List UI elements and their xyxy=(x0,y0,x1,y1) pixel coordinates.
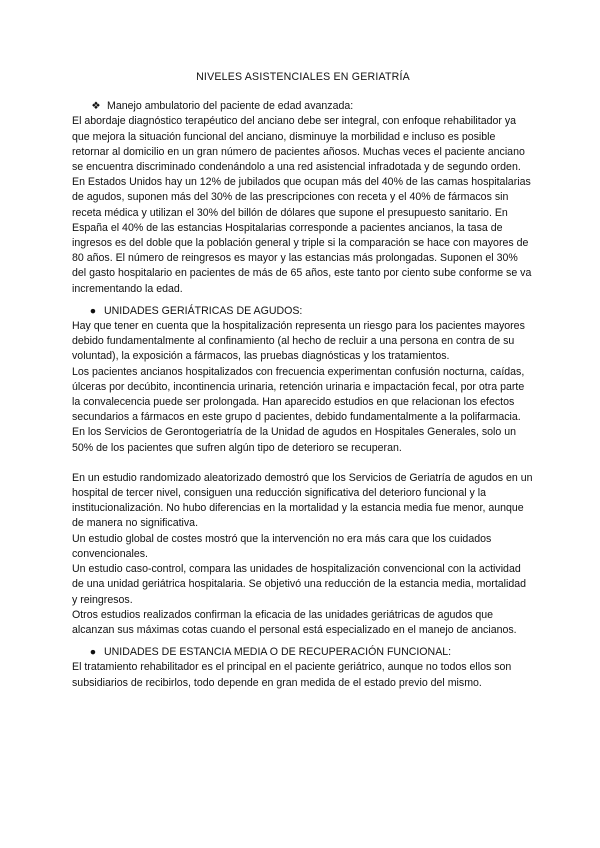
paragraph: Hay que tener en cuenta que la hospitalización representa un riesgo para los pacientes mayores debido fundamentalmente al confinamiento (al hecho de recluir a una persona en contra de su voluntad), la exposición a fármacos, las pruebas diagnósticas y los tratamientos. xyxy=(72,320,525,363)
section-medium-stay-units xyxy=(72,645,534,691)
document-title: NIVELES ASISTENCIALES EN GERIATRÍA xyxy=(196,71,410,83)
paragraph: En un estudio randomizado aleatorizado demostró que los Servicios de Geriatría de agudos en un hospital de tercer nivel, consiguen una reducción significativa del deterioro funcional y la institucionalización. No hubo diferencias en la mortalidad y la estancia media fue menor, aunque de manera no significativa. xyxy=(72,471,533,530)
section-heading-text: UNIDADES DE ESTANCIA MEDIA O DE RECUPERACIÓN FUNCIONAL: xyxy=(104,646,452,659)
paragraph: En los Servicios de Gerontogeriatría de la Unidad de agudos en Hospitales Generales, solo un 50% de los pacientes que sufren algún tipo de deterioro se recuperan. xyxy=(72,426,517,454)
paragraph-spacer xyxy=(72,456,534,471)
section-ambulatory-care xyxy=(72,99,534,297)
paragraph: Un estudio global de costes mostró que la intervención no era más cara que los cuidados convencionales. xyxy=(72,532,492,560)
dot-bullet-icon: ● xyxy=(89,304,97,317)
section-heading xyxy=(72,99,534,114)
paragraph: El tratamiento rehabilitador es el principal en el paciente geriátrico, aunque no todos ellos son subsidiarios de recibirlos, todo depende en gran medida de el estado previo del mismo. xyxy=(72,661,512,689)
section-heading-text: UNIDADES GERIÁTRICAS DE AGUDOS: xyxy=(104,304,303,317)
document-page xyxy=(72,70,534,691)
section-heading-text: Manejo ambulatorio del paciente de edad avanzada: xyxy=(107,100,354,113)
diamond-bullet-icon: ❖ xyxy=(91,100,101,113)
dot-bullet-icon: ● xyxy=(89,646,97,659)
section-heading xyxy=(72,304,534,319)
paragraph: El abordaje diagnóstico terapéutico del anciano debe ser integral, con enfoque rehabilitador ya que mejora la situación funcional del anciano, disminuye la morbilidad e incluso es posible retornar al domicilio en un gran número de pacientes añosos. Muchas veces el paciente anciano se encuentra discriminado condenándolo a una red asistencial infradotada y de segundo orden. En Estados Unidos hay un 12% de jubilados que ocupan más del 40% de las camas hospitalarias de agudos, suponen más del 30% de las prescripciones con receta y el 40% de fármacos sin receta médica y utilizan el 30% del billón de dólares que supone el presupuesto sanitario. En España el 40% de las estancias Hospitalarias corresponde a pacientes ancianos, la tasa de ingresos es del doble que la población general y triple si la comparación se hace con mayores de 80 años. El número de reingresos es mayor y las estancias más prolongadas. Suponen el 30% del gasto hospitalario en pacientes de más de 65 años, este tanto por ciento sube conforme se va incrementando la edad. xyxy=(72,115,532,295)
paragraph: Un estudio caso-control, compara las unidades de hospitalización convencional con la actividad de una unidad geriátrica hospitalaria. Se objetivó una reducción de la estancia media, mortalidad y reingresos. xyxy=(72,563,527,606)
section-acute-geriatric-units xyxy=(72,304,534,638)
section-heading xyxy=(72,645,534,660)
paragraph: Otros estudios realizados confirman la eficacia de las unidades geriátricas de agudos que alcanzan sus máximas cotas cuando el personal está especializado en el manejo de ancianos. xyxy=(72,608,517,636)
paragraph: Los pacientes ancianos hospitalizados con frecuencia experimentan confusión nocturna, caídas, úlceras por decúbito, incontinencia urinaria, retención urinaria e impactación fecal, por otra parte la convalecencia puede ser prolongada. Han aparecido estudios en que relacionan los efectos secundarios a fármacos en este grupo d pacientes, debido fundamentalmente a la polifarmacia. xyxy=(72,365,525,424)
